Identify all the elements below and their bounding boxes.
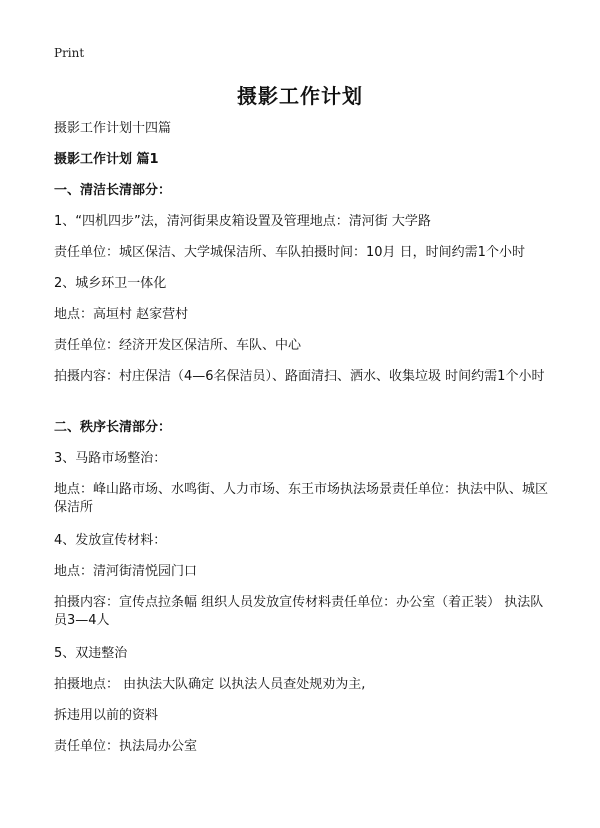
item-4-content: 拍摄内容：宣传点拉条幅 组织人员发放宣传材料责任单位：办公室（着正装） 执法队员3—4人 bbox=[54, 595, 544, 628]
item-2-heading: 2、城乡环卫一体化 bbox=[54, 276, 167, 291]
item-2-responsibility: 责任单位：经济开发区保洁所、车队、中心 bbox=[54, 338, 302, 353]
item-2-content: 拍摄内容：村庄保洁（4—6名保洁员）、路面清扫、洒水、收集垃圾 时间约需1个小时 bbox=[54, 369, 545, 384]
item-2-location: 地点：高垣村 赵家营村 bbox=[54, 307, 189, 322]
item-4-location: 地点：清河街清悦园门口 bbox=[54, 564, 198, 579]
item-1-heading: 1、“四机四步”法，清河街果皮箱设置及管理地点：清河街 大学路 bbox=[54, 214, 431, 229]
item-5-location: 拍摄地点： 由执法大队确定 以执法人员查处规劝为主, bbox=[54, 677, 366, 692]
item-3-heading: 3、马路市场整治： bbox=[54, 451, 167, 466]
section-heading-order: 二、秩序长清部分： bbox=[54, 420, 172, 435]
item-5-note: 拆违用以前的资料 bbox=[54, 708, 159, 723]
print-label: Print bbox=[54, 46, 85, 60]
item-3-location: 地点：峰山路市场、水鸣街、人力市场、东王市场执法场景责任单位：执法中队、城区保洁所 bbox=[54, 482, 549, 515]
section-heading-article-1: 摄影工作计划 篇1 bbox=[54, 152, 159, 167]
item-5-heading: 5、双违整治 bbox=[54, 646, 128, 661]
item-5-responsibility: 责任单位：执法局办公室 bbox=[54, 739, 198, 754]
item-4-heading: 4、发放宣传材料： bbox=[54, 533, 167, 548]
section-heading-cleaning: 一、清洁长清部分： bbox=[54, 183, 172, 198]
document-subtitle: 摄影工作计划十四篇 bbox=[54, 121, 172, 136]
item-1-responsibility: 责任单位：城区保洁、大学城保洁所、车队拍摄时间：10月 日，时间约需1个小时 bbox=[54, 245, 525, 260]
page-title: 摄影工作计划 bbox=[237, 84, 363, 108]
